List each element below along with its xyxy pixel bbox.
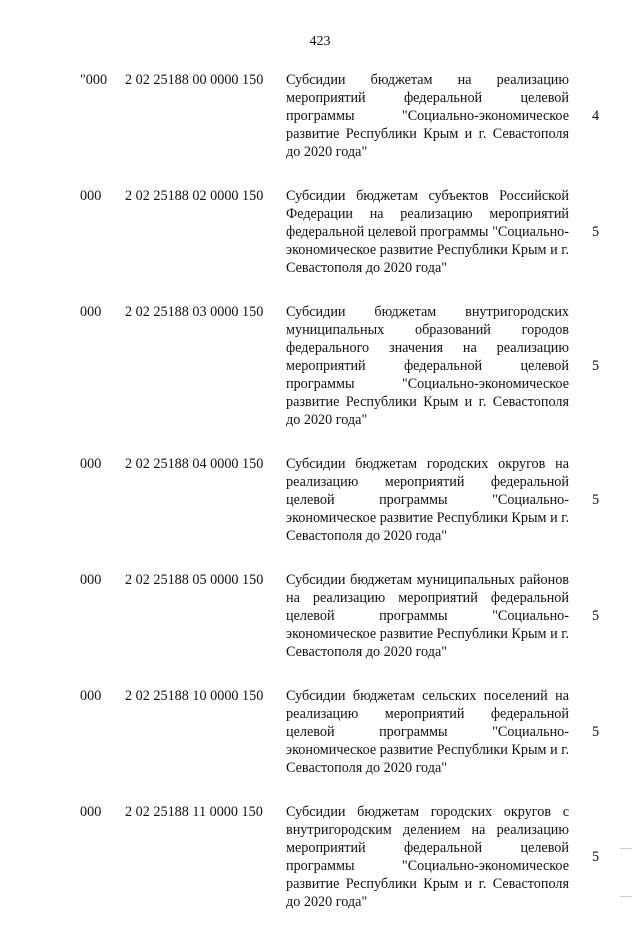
income-description: Субсидии бюджетам на реализацию мероприятий федеральной целевой программы "Социально-экономическое развитие Республики Крым и г. Севастополя до 2020 года": [286, 72, 569, 160]
table-row: [0, 571, 640, 661]
table-row: [0, 187, 640, 277]
admin-code: 000: [80, 456, 102, 472]
amount-value: 5: [592, 849, 600, 865]
budget-classification-code: 2 02 25188 11 0000 150: [125, 804, 263, 820]
income-description: Субсидии бюджетам субъектов Российской Федерации на реализацию мероприятий федеральной целевой программы "Социально-экономическое развитие Республики Крым и г. Севастополя до 2020 года": [286, 188, 569, 276]
table-row: [0, 71, 640, 161]
scan-edge-mark: [620, 848, 632, 849]
table-row: [0, 455, 640, 545]
budget-code-table: [0, 71, 640, 937]
amount-value: 5: [592, 358, 600, 374]
admin-code: 000: [80, 304, 102, 320]
amount-value: 5: [592, 224, 600, 240]
income-description: Субсидии бюджетам городских округов с внутригородским делением на реализацию мероприятий федеральной целевой программы "Социально-экономическое развитие Республики Крым и г. Севастополя до 2020 года": [286, 804, 569, 910]
admin-code: 000: [80, 804, 102, 820]
table-row: [0, 803, 640, 911]
budget-classification-code: 2 02 25188 03 0000 150: [125, 304, 264, 320]
budget-classification-code: 2 02 25188 00 0000 150: [125, 72, 264, 88]
budget-classification-code: 2 02 25188 04 0000 150: [125, 456, 264, 472]
budget-classification-code: 2 02 25188 05 0000 150: [125, 572, 264, 588]
budget-classification-code: 2 02 25188 02 0000 150: [125, 188, 264, 204]
amount-value: 5: [592, 492, 600, 508]
amount-value: 4: [592, 108, 600, 124]
table-row: [0, 303, 640, 429]
income-description: Субсидии бюджетам муниципальных районов на реализацию мероприятий федеральной целевой программы "Социально-экономическое развитие Республики Крым и г. Севастополя до 2020 года": [286, 572, 569, 660]
income-description: Субсидии бюджетам сельских поселений на реализацию мероприятий федеральной целевой программы "Социально-экономическое развитие Республики Крым и г. Севастополя до 2020 года": [286, 688, 569, 776]
income-description: Субсидии бюджетам городских округов на реализацию мероприятий федеральной целевой программы "Социально-экономическое развитие Республики Крым и г. Севастополя до 2020 года": [286, 456, 569, 544]
admin-code: 000: [80, 188, 102, 204]
admin-code: 000: [80, 572, 102, 588]
page-number: 423: [309, 34, 331, 49]
admin-code: 000: [80, 688, 102, 704]
amount-value: 5: [592, 608, 600, 624]
scan-edge-mark: [620, 896, 632, 897]
budget-classification-code: 2 02 25188 10 0000 150: [125, 688, 264, 704]
table-row: [0, 687, 640, 777]
admin-code: "000: [80, 72, 108, 88]
amount-value: 5: [592, 724, 600, 740]
income-description: Субсидии бюджетам внутригородских муниципальных образований городов федерального значения на реализацию мероприятий федеральной целевой программы "Социально-экономическое развитие Республики Крым и г. Севастополя до 2020 года": [286, 304, 569, 428]
